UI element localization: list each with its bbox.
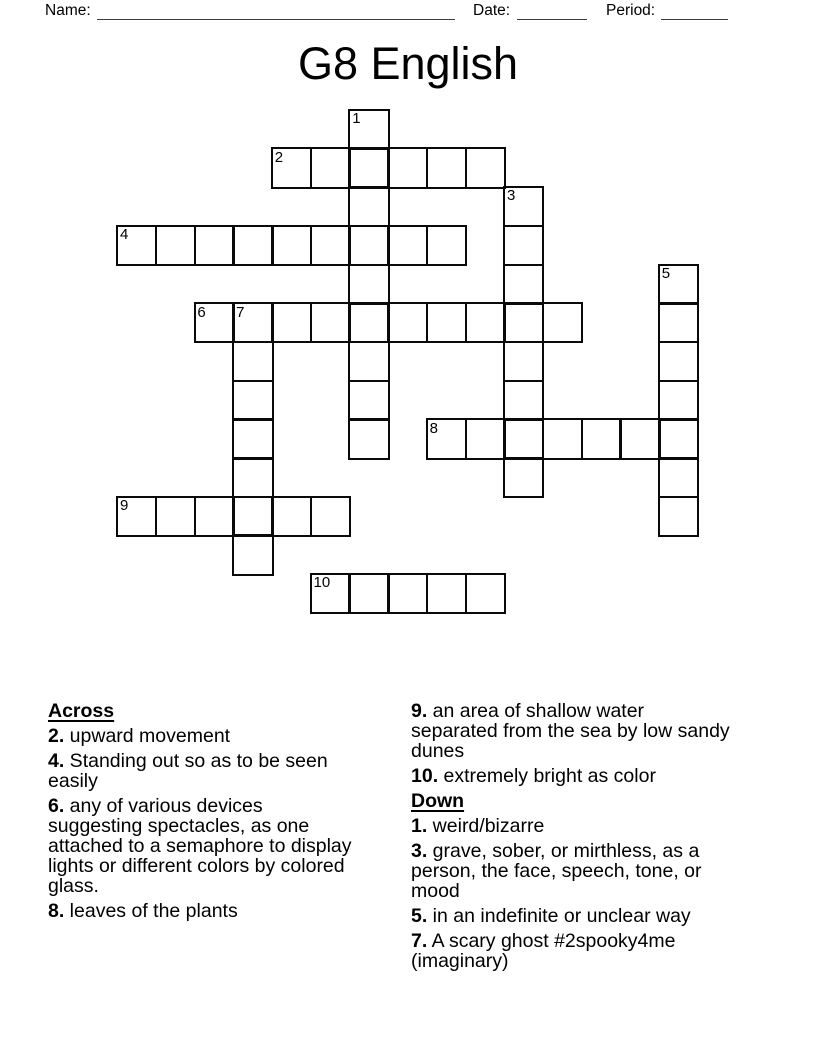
- crossword-cell[interactable]: [465, 302, 506, 343]
- clue-text-line: suggesting spectacles, as one: [48, 815, 310, 837]
- crossword-cell[interactable]: [348, 186, 389, 227]
- clue-4: [48, 751, 412, 791]
- date-label: Date:: [473, 2, 511, 19]
- crossword-cell[interactable]: [194, 225, 235, 266]
- clue-text-line: glass.: [48, 875, 99, 897]
- crossword-cell[interactable]: [503, 380, 544, 421]
- crossword-cell[interactable]: [581, 418, 622, 459]
- clue-1: [411, 816, 775, 836]
- name-label: Name:: [45, 2, 91, 19]
- clue-text-line: mood: [411, 880, 460, 902]
- crossword-cell[interactable]: [348, 341, 389, 382]
- crossword-cell[interactable]: [387, 147, 428, 188]
- clue-7: [411, 931, 775, 971]
- crossword-cell[interactable]: [194, 496, 235, 537]
- crossword-cell[interactable]: [310, 496, 351, 537]
- crossword-cell[interactable]: [232, 380, 273, 421]
- clue-number: 6.: [48, 795, 65, 817]
- clue-number: 1.: [411, 815, 428, 837]
- clues-column-left: [48, 701, 412, 926]
- crossword-cell[interactable]: [310, 147, 351, 188]
- crossword-cell[interactable]: [503, 341, 544, 382]
- crossword-cell[interactable]: [232, 341, 273, 382]
- clue-number: 2.: [48, 725, 65, 747]
- crossword-cell[interactable]: [232, 225, 273, 266]
- clue-text-line: dunes: [411, 740, 465, 762]
- clue-text-line: easily: [48, 770, 98, 792]
- cell-number-label: 8: [429, 419, 438, 437]
- crossword-cell[interactable]: [387, 225, 428, 266]
- clue-text-line: 4. Standing out so as to be seen: [48, 750, 328, 772]
- crossword-cell[interactable]: [348, 418, 389, 459]
- clue-number: 4.: [48, 750, 65, 772]
- cell-number-label: 3: [507, 187, 516, 205]
- clue-text-line: 10. extremely bright as color: [411, 765, 656, 787]
- clue-5: [411, 906, 775, 926]
- clues-heading-text: Across: [48, 700, 115, 722]
- period-label: Period:: [606, 2, 656, 19]
- clue-9: [411, 701, 775, 761]
- clue-8: [48, 901, 412, 921]
- clue-text-line: separated from the sea by low sandy: [411, 720, 730, 742]
- crossword-cell[interactable]: [232, 457, 273, 498]
- crossword-cell[interactable]: [271, 496, 312, 537]
- crossword-cell[interactable]: [503, 302, 544, 343]
- page-title: G8 English: [297, 38, 519, 89]
- crossword-cell[interactable]: [387, 302, 428, 343]
- crossword-cell[interactable]: [658, 302, 699, 343]
- crossword-cell[interactable]: [348, 380, 389, 421]
- clue-number: 8.: [48, 900, 65, 922]
- clue-number: 9.: [411, 700, 428, 722]
- crossword-cell[interactable]: [503, 225, 544, 266]
- cell-number-label: 6: [197, 303, 206, 321]
- crossword-cell[interactable]: [348, 147, 389, 188]
- clue-number: 5.: [411, 905, 428, 927]
- crossword-cell[interactable]: [348, 302, 389, 343]
- crossword-cell[interactable]: [232, 418, 273, 459]
- clue-10: [411, 766, 775, 786]
- clue-2: [48, 726, 412, 746]
- clue-text-line: 5. in an indefinite or unclear way: [411, 905, 691, 927]
- crossword-cell[interactable]: [232, 534, 273, 575]
- crossword-cell[interactable]: [426, 225, 467, 266]
- crossword-cell[interactable]: [619, 418, 660, 459]
- clues-heading-down: [411, 791, 775, 811]
- crossword-cell[interactable]: [658, 380, 699, 421]
- crossword-cell[interactable]: [465, 147, 506, 188]
- crossword-cell[interactable]: [426, 302, 467, 343]
- crossword-cell[interactable]: [658, 457, 699, 498]
- clue-text-line: 1. weird/bizarre: [411, 815, 545, 837]
- cell-number-label: 2: [274, 148, 284, 166]
- crossword-cell[interactable]: [155, 496, 196, 537]
- clue-text-line: 2. upward movement: [48, 725, 231, 747]
- crossword-cell[interactable]: [503, 264, 544, 305]
- clues-heading-text: Down: [411, 790, 465, 812]
- clue-text-line: 6. any of various devices: [48, 795, 263, 817]
- cell-number-label: 4: [120, 226, 129, 244]
- crossword-cell[interactable]: [271, 302, 312, 343]
- crossword-cell[interactable]: [503, 457, 544, 498]
- crossword-cell[interactable]: [348, 225, 389, 266]
- cell-number-label: 10: [313, 574, 331, 592]
- crossword-cell[interactable]: [426, 573, 467, 614]
- clue-number: 3.: [411, 840, 428, 862]
- clue-text-line: (imaginary): [411, 950, 509, 972]
- crossword-cell[interactable]: [271, 225, 312, 266]
- clue-text-line: lights or different colors by colored: [48, 855, 345, 877]
- clue-text-line: 8. leaves of the plants: [48, 900, 238, 922]
- crossword-cell[interactable]: [348, 264, 389, 305]
- clue-number: 7.: [411, 930, 428, 952]
- clue-text-line: 3. grave, sober, or mirthless, as a: [411, 840, 700, 862]
- crossword-cell[interactable]: [542, 302, 583, 343]
- clue-text-line: person, the face, speech, tone, or: [411, 860, 702, 882]
- crossword-cell[interactable]: [658, 496, 699, 537]
- clue-3: [411, 841, 775, 901]
- cell-number-label: 5: [661, 264, 671, 282]
- crossword-cell[interactable]: [465, 573, 506, 614]
- crossword-cell[interactable]: [426, 147, 467, 188]
- crossword-cell[interactable]: [387, 573, 428, 614]
- crossword-cell[interactable]: [503, 418, 544, 459]
- clue-6: [48, 796, 412, 896]
- crossword-cell[interactable]: [542, 418, 583, 459]
- crossword-cell[interactable]: [310, 302, 351, 343]
- crossword-cell[interactable]: [658, 341, 699, 382]
- clues-heading-across: [48, 701, 412, 721]
- cell-number-label: 9: [120, 497, 129, 514]
- cell-number-label: 7: [236, 303, 245, 321]
- crossword-cell[interactable]: [155, 225, 196, 266]
- clue-text-line: attached to a semaphore to display: [48, 835, 352, 857]
- clue-text-line: 7. A scary ghost #2spooky4me: [411, 930, 676, 952]
- crossword-cell[interactable]: [465, 418, 506, 459]
- clue-number: 10.: [411, 765, 439, 787]
- cell-number-label: 1: [352, 110, 361, 127]
- crossword-cell[interactable]: [310, 225, 351, 266]
- clues-column-right: [411, 701, 775, 976]
- crossword-cell[interactable]: [658, 418, 699, 459]
- crossword-cell[interactable]: [348, 573, 389, 614]
- clue-text-line: 9. an area of shallow water: [411, 700, 645, 722]
- crossword-cell[interactable]: [232, 496, 273, 537]
